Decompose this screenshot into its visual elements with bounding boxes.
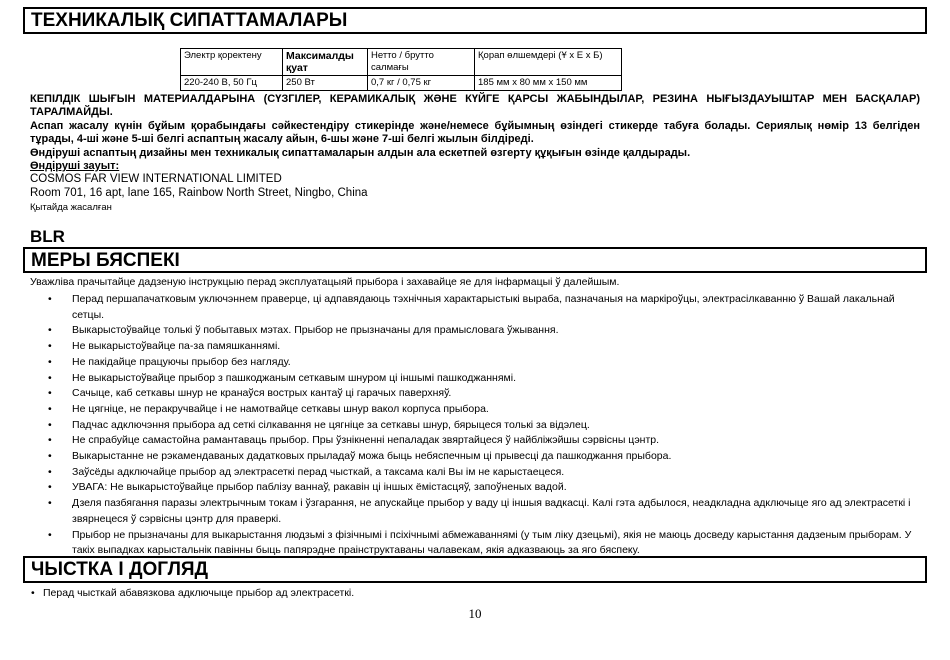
list-item-text: Перад першапачатковым уключэннем праверце, ці адпавядаюць тэхнічныя характарыстыкі выраба, пазначаныя на маркіроўцы, электрасілкаванню ў Вашай лакальнай сетцы. xyxy=(72,293,895,321)
list-item-text: Не цягніце, не перакручвайце і не намотвайце сеткавы шнур вакол корпуса прыбора. xyxy=(72,402,489,415)
bullet-icon: • xyxy=(48,293,52,305)
bullet-icon: • xyxy=(48,340,52,353)
list-item-text: Падчас адключэння прыбора ад сеткі сілкавання не цягніце за сеткавы шнур, бярыцеся толькі за відэлец. xyxy=(72,418,590,431)
table-cell: 0,7 кг / 0,75 кг xyxy=(368,76,475,91)
bullet-icon: • xyxy=(48,465,52,478)
warranty-notice: КЕПІЛДІК ШЫҒЫН МАТЕРИАЛДАРЫНА (СҮЗГІЛЕР, КЕРАМИКАЛЫҚ ЖӘНЕ КҮЙГЕ ҚАРСЫ ЖАБЫНДЫЛАР, РЕЗИНА НЫҒЫЗДАУЫШТАР МЕН БАСҚАЛАР) ТАРАЛМАЙДЫ. xyxy=(30,93,920,118)
list-item xyxy=(48,371,923,387)
list-item xyxy=(48,496,923,527)
list-item-text: Не выкарыстоўвайце па-за памяшканнямі. xyxy=(72,340,281,353)
bullet-icon: • xyxy=(48,497,52,510)
safety-heading: МЕРЫ БЯСПЕКІ xyxy=(23,247,927,273)
list-item xyxy=(48,355,923,371)
list-item-text: Дзеля пазбягання паразы электрычным токам і ўзгарання, не апускайце прыбор у ваду ці іншыя вадкасці. Калі гэта адбылося, неадкладна адключыце яго ад электрасеткі і звярнецеся ў сэрвісны цэнтр для праверкі. xyxy=(72,497,911,525)
bullet-icon: • xyxy=(48,324,52,337)
table-cell: 185 мм х 80 мм х 150 мм xyxy=(475,76,622,91)
language-code: BLR xyxy=(30,227,65,246)
list-item-text: Выкарыстоўвайце толькі ў побытавых мэтах. Прыбор не прызначаны для прамысловага ўжывання. xyxy=(72,324,559,337)
list-item xyxy=(48,339,923,355)
list-item xyxy=(48,292,923,323)
list-item-text: Прыбор не прызначаны для выкарыстання людзьмі з фізічнымі і псіхічнымі абмежаваннямі (у тым ліку дзецьмі), якія не маюць досведу карыстання дадзеным прыборам. У такіх выпадках карыстальнік павінны быць папярэдне праінструктаваны чалавекам, якія адказваюць за яго бяспеку. xyxy=(72,528,912,557)
bullet-icon: • xyxy=(48,418,52,431)
list-item-text: Не выкарыстоўвайце прыбор з пашкоджаным сеткавым шнуром ці іншымі пашкоджаннямі. xyxy=(72,371,517,384)
production-date-info: Аспап жасалу күнін бұйым қорабындағы сәйкестендіру стикерінде және/немесе бұйымның өзіндегі стикерде табуға болады. Сериялық нөмір 13 белгіден тұрады, 4-ші және 5-ші белгі аспаптың жасалу айын, 6-шы және 7-ші белгі жылын білдіреді. xyxy=(30,120,920,145)
table-row xyxy=(181,76,622,91)
table-cell: 220-240 В, 50 Гц xyxy=(181,76,283,91)
page-number: 10 xyxy=(468,606,482,621)
safety-list xyxy=(48,292,923,559)
list-item xyxy=(48,323,923,339)
list-item-text: Не спрабуйце самастойна рамантаваць прыбор. Пры ўзнікненні непаладак звяртайцеся ў найбліжэйшы сэрвісны цэнтр. xyxy=(72,434,660,447)
list-item xyxy=(48,386,923,402)
list-item xyxy=(48,449,923,465)
list-item xyxy=(48,433,923,449)
bullet-icon: • xyxy=(48,434,52,447)
list-item-text: Перад чысткай абавязкова адключыце прыбор ад электрасеткі. xyxy=(43,587,355,599)
bullet-icon: • xyxy=(48,528,52,541)
cleaning-heading: ЧЫСТКА І ДОГЛЯД xyxy=(23,556,927,583)
table-header-cell: Нетто / брутто салмағы xyxy=(368,49,475,76)
bullet-icon: • xyxy=(48,371,52,384)
list-item-text: Заўсёды адключайце прыбор ад электрасеткі перад чысткай, а таксама калі Вы ім не карыстаецеся. xyxy=(72,465,565,478)
made-in-note: Қытайда жасалған xyxy=(30,202,112,213)
bullet-icon: • xyxy=(31,587,35,599)
manufacturer-name: COSMOS FAR VIEW INTERNATIONAL LIMITED xyxy=(30,173,282,185)
cleaning-list xyxy=(31,586,923,602)
bullet-icon: • xyxy=(48,402,52,415)
bullet-icon: • xyxy=(48,355,52,368)
table-row xyxy=(181,49,622,76)
manufacturer-label: Өндіруші зауыт: xyxy=(30,160,120,172)
manufacturer-reserve-note: Өндіруші аспаптың дизайны мен техникалық сипаттамаларын алдын ала ескетпей өзгерту құқығын өзінде қалдырады. xyxy=(30,147,691,159)
list-item xyxy=(48,465,923,481)
list-item-text: Сачыце, каб сеткавы шнур не кранаўся вострых кантаў ці гарачых паверхняў. xyxy=(72,387,452,400)
list-item-text: Выкарыстанне не рэкамендаваных дадатковых прыладаў можа быць небяспечным ці прывесці да пашкоджання прыбора. xyxy=(72,450,672,463)
list-item xyxy=(48,528,923,559)
safety-intro: Уважліва прачытайце дадзеную інструкцыю перад эксплуатацыяй прыбора і захавайце яе для інфармацыі ў далейшым. xyxy=(30,276,620,288)
bullet-icon: • xyxy=(48,481,52,494)
kz-specs-heading: ТЕХНИКАЛЫҚ СИПАТТАМАЛАРЫ xyxy=(23,7,927,34)
bullet-icon: • xyxy=(48,450,52,463)
table-cell: 250 Вт xyxy=(283,76,368,91)
list-item xyxy=(48,480,923,496)
manufacturer-address: Room 701, 16 apt, lane 165, Rainbow North Street, Ningbo, China xyxy=(30,187,368,199)
list-item-text: УВАГА: Не выкарыстоўвайце прыбор паблізу ваннаў, ракавін ці іншых ёмістасцяў, запоўненых вадой. xyxy=(72,481,567,494)
table-header-cell: Максималды қуат xyxy=(283,49,368,76)
specs-table xyxy=(180,48,622,91)
bullet-icon: • xyxy=(48,387,52,400)
list-item xyxy=(48,418,923,434)
table-header-cell: Қорап өлшемдері (Ұ х Е х Б) xyxy=(475,49,622,76)
list-item xyxy=(48,402,923,418)
list-item-text: Не пакідайце працуючы прыбор без нагляду. xyxy=(72,355,291,368)
table-header-cell: Электр қоректену xyxy=(181,49,283,76)
list-item xyxy=(31,586,923,602)
